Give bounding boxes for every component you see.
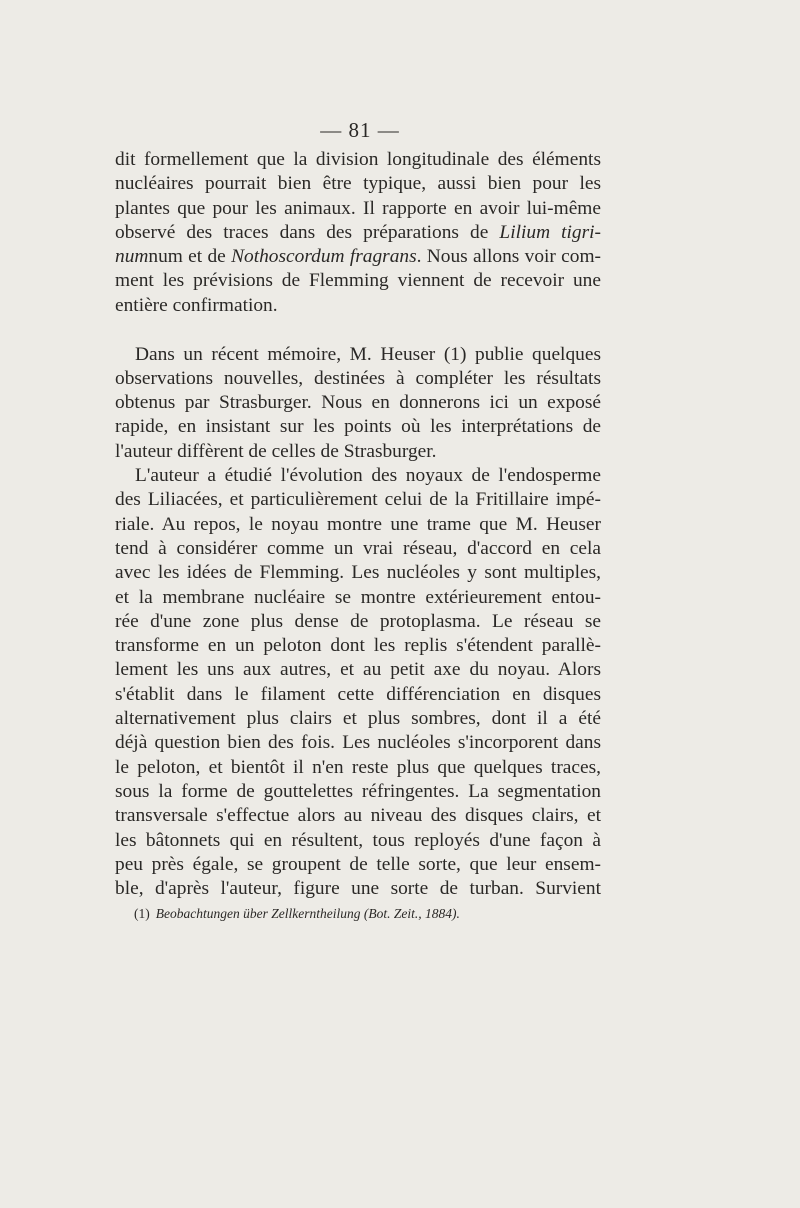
paragraph-3-line-3: riale. Au repos, le noyau montre une trame que M. Heuser xyxy=(115,513,601,535)
paragraph-1-line-1: dit formellement que la division longitudinale des éléments xyxy=(115,149,601,170)
paragraph-3-line-15: transversale s'effectue alors au niveau des disques clairs, et xyxy=(115,805,601,827)
paragraph-3-line-9: lement les uns aux autres, et au petit axe du noyau. Alors xyxy=(115,659,601,681)
paragraph-3-line-6: et la membrane nucléaire se montre extérieurement entou- xyxy=(115,586,601,608)
paragraph-3-line-10: s'établit dans le filament cette différenciation en disques xyxy=(115,683,601,705)
paragraph-3-line-14: sous la forme de gouttelettes réfringentes. La segmentation xyxy=(115,780,601,802)
species-name-nothoscordum: Nothoscordum fragrans xyxy=(231,246,417,268)
paragraph-gap xyxy=(115,318,601,343)
paragraph-1-line-5 xyxy=(115,245,601,269)
paragraph-3-line-8: transforme en un peloton dont les replis s'étendent parallè- xyxy=(115,635,601,657)
footnote-citation: Beobachtungen über Zellkerntheilung (Bot. Zeit., 1884). xyxy=(155,906,460,921)
paragraph-3-line-7: rée d'une zone plus dense de protoplasma. Le réseau se xyxy=(115,610,601,632)
paragraph-3-line-5: avec les idées de Flemming. Les nucléoles y sont multiples, xyxy=(115,562,601,584)
paragraph-1-line-4 xyxy=(115,221,601,245)
line-5-tail: . Nous allons voir com- xyxy=(416,246,601,268)
line-5-text: num et de xyxy=(148,246,232,268)
paragraph-2-line-3: obtenus par Strasburger. Nous en donnerons ici un exposé xyxy=(115,392,601,414)
paragraph-3-line-16: les bâtonnets qui en résultent, tous reployés d'une façon à xyxy=(115,829,601,851)
paragraph-1-line-7: entière confirmation. xyxy=(115,294,278,316)
paragraph-3-line-4: tend à considérer comme un vrai réseau, d'accord en cela xyxy=(115,537,601,559)
line-4-text: observé des traces dans des préparations de xyxy=(115,221,500,243)
page-number: — 81 — xyxy=(320,118,400,142)
paragraph-3-line-18: ble, d'après l'auteur, figure une sorte de turban. Survient xyxy=(115,878,601,900)
species-name-lilium: Lilium tigri- xyxy=(499,221,602,243)
paragraph-2-line-1: Dans un récent mémoire, M. Heuser (1) publie quelques xyxy=(135,343,601,365)
paragraph-2-line-2: observations nouvelles, destinées à compléter les résultats xyxy=(115,367,601,389)
paragraph-2-line-4: rapide, en insistant sur les points où les interprétations de xyxy=(115,416,601,438)
paragraph-1-line-6: ment les prévisions de Flemming viennent de recevoir une xyxy=(115,270,601,292)
paragraph-1-line-3: plantes que pour les animaux. Il rapporte en avoir lui-même xyxy=(115,197,601,219)
paragraph-1-line-2: nucléaires pourrait bien être typique, aussi bien pour les xyxy=(115,173,601,195)
paragraph-3-line-12: déjà question bien des fois. Les nucléoles s'incorporent dans xyxy=(115,732,601,754)
paragraph-3-line-17: peu près égale, se groupent de telle sorte, que leur ensem- xyxy=(115,853,601,875)
footnote-marker: (1) xyxy=(134,906,150,921)
paragraph-2-line-5: l'auteur diffèrent de celles de Strasburger. xyxy=(115,440,437,462)
paragraph-3-line-1: L'auteur a étudié l'évolution des noyaux de l'endosperme xyxy=(135,465,601,487)
paragraph-3-line-13: le peloton, et bientôt il n'en reste plus que quelques traces, xyxy=(115,756,601,778)
paragraph-3-line-2: des Liliacées, et particulièrement celui de la Fritillaire impé- xyxy=(115,489,601,511)
line-5-italic-start: num xyxy=(115,246,149,268)
paragraph-3-line-11: alternativement plus clairs et plus sombres, dont il a été xyxy=(115,708,601,730)
footnote xyxy=(134,906,460,922)
body-text xyxy=(115,148,601,901)
